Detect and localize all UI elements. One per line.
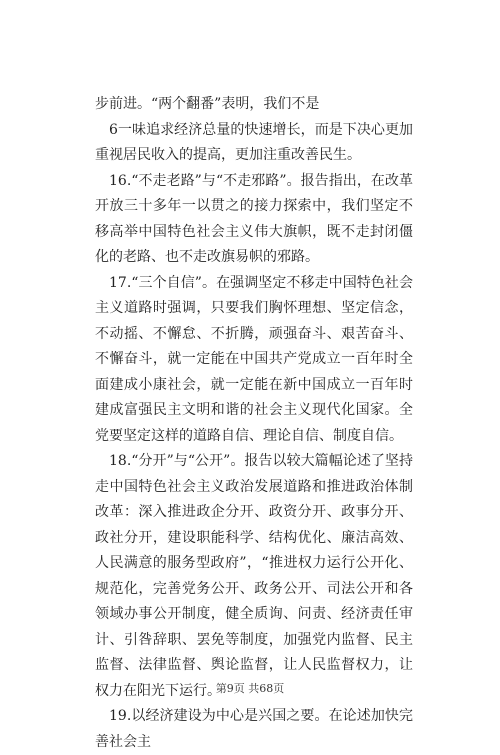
paragraph-6: 19.以经济建设为中心是兴国之要。在论述加快完善社会主 [95,708,413,750]
paragraph-5: 18.“分开”与“公开”。报告以较大篇幅论述了坚持走中国特色社会主义政治发展道路和推进政治体制改革：深入推进政企分开、政资分开、政事分开、政社分开，建设职能科学、结构优化、廉洁高效、人民满意的服务型政府”，“推进权力运行公开化、规范化，完善党务公开、政务公开、司法公开和各领域办事公开制度，健全质询、问责、经济责任审计、引咎辞职、罢免等制度，加强党内监督、民主监督、法律监督、舆论监督，让人民监督权力，让权力在阳光下运行。 [95,453,413,699]
paragraph-2: 6一味追求经济总量的快速增长，而是下决心更加重视居民收入的提高，更加注重改善民生。 [95,121,413,163]
paragraph-1: 步前进。“两个翻番”表明，我们不是 [95,96,320,112]
document-body [95,92,413,755]
page-footer: 第9页 共68页 [215,682,285,695]
paragraph-3: 16.“不走老路”与“不走邪路”。报告指出，在改革开放三十多年一以贯之的接力探索中，我们坚定不移高举中国特色社会主义伟大旗帜，既不走封闭僵化的老路、也不走改旗易帜的邪路。 [95,172,413,265]
paragraph-4: 17.“三个自信”。在强调坚定不移走中国特色社会主义道路时强调，只要我们胸怀理想、坚定信念，不动摇、不懈怠、不折腾，顽强奋斗、艰苦奋斗、不懈奋斗，就一定能在中国共产党成立一百年时全面建成小康社会，就一定能在新中国成立一百年时建成富强民主文明和谐的社会主义现代化国家。全党要坚定这样的道路自信、理论自信、制度自信。 [95,274,413,444]
